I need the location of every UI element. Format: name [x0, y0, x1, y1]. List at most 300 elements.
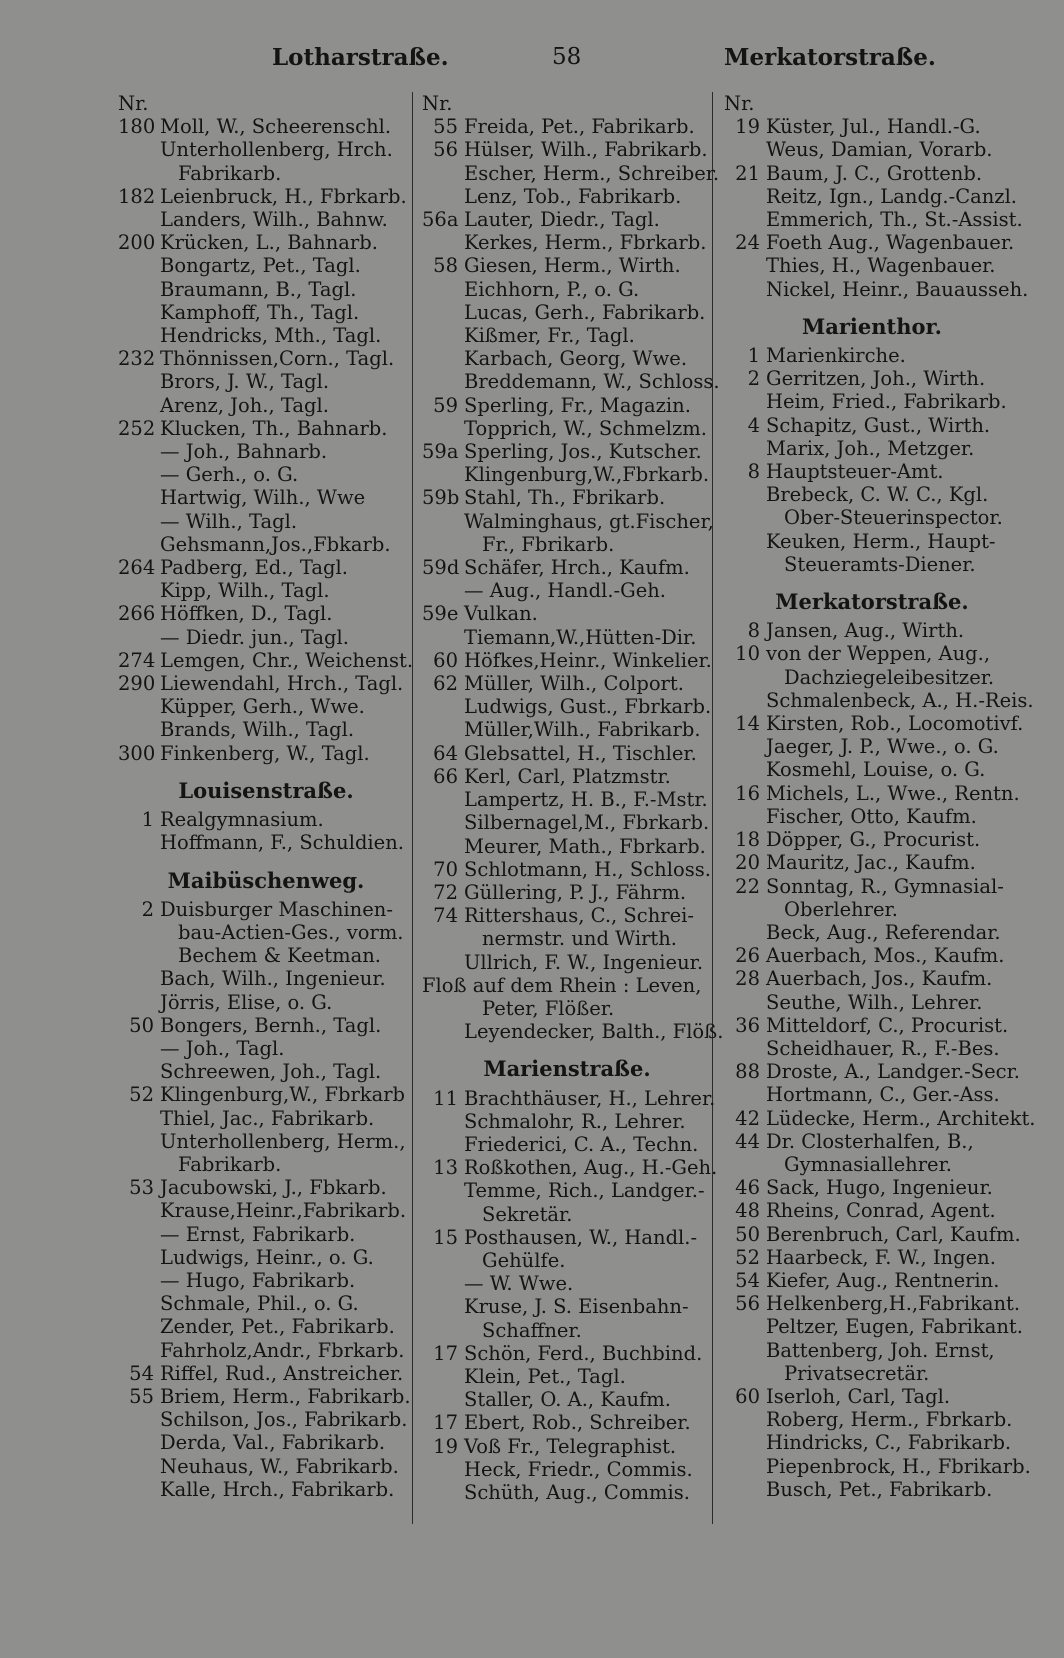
resident-entry: Kipp, Wilh., Tagl.	[160, 579, 330, 603]
house-number: 50	[735, 1222, 760, 1246]
directory-entry	[118, 695, 414, 718]
resident-entry: — Gerh., o. G.	[160, 463, 299, 487]
resident-entry: Thönnissen,Corn., Tagl.	[160, 347, 395, 371]
resident-entry: Helkenberg,H.,Fabrikant.	[766, 1292, 1021, 1316]
number-column-label: Nr.	[724, 92, 755, 115]
directory-entry	[422, 835, 712, 858]
resident-entry: Krause,Heinr.,Fabrikarb.	[160, 1199, 407, 1223]
house-number: 54	[735, 1268, 760, 1292]
house-number: 20	[735, 851, 760, 875]
resident-entry: Briem, Herm., Fabrikarb.	[160, 1384, 411, 1408]
directory-entry	[118, 278, 414, 301]
house-number: 1	[747, 344, 760, 368]
entry-continuation: bau-Actien-Ges., vorm.	[178, 920, 404, 944]
directory-entry	[724, 875, 1020, 898]
resident-entry: Gehsmann,Jos.,Fbkarb.	[160, 532, 391, 556]
resident-entry: Moll, W., Scheerenschl.	[160, 115, 392, 139]
resident-entry: Sperling, Jos., Kutscher.	[464, 440, 702, 464]
house-number: 182	[118, 184, 156, 208]
resident-entry: Tiemann,W.,Hütten-Dir.	[464, 625, 697, 649]
directory-entry	[118, 1083, 414, 1106]
directory-entry	[422, 579, 712, 602]
entry-continuation: Bechem & Keetman.	[178, 944, 381, 968]
directory-entry	[118, 1223, 414, 1246]
resident-entry: Mauritz, Jac., Kaufm.	[766, 851, 976, 875]
resident-entry: Schön, Ferd., Buchbind.	[464, 1341, 703, 1365]
resident-entry: Roßkothen, Aug., H.-Geh.	[464, 1156, 718, 1180]
street-heading: Maibüschenweg.	[167, 867, 365, 893]
resident-entry: Schilson, Jos., Fabrikarb.	[160, 1408, 408, 1432]
directory-entry	[118, 1339, 414, 1362]
directory-entry	[118, 347, 414, 370]
directory-entry	[118, 1246, 414, 1269]
house-number: 274	[118, 648, 156, 672]
directory-entry	[118, 831, 414, 854]
resident-entry: Marienkirche.	[766, 344, 906, 368]
house-number: 264	[118, 556, 156, 580]
resident-entry: Temme, Rich., Landger.-	[464, 1179, 705, 1203]
directory-entry	[422, 370, 720, 394]
directory-entry	[724, 1130, 1020, 1153]
directory-entry	[118, 1269, 414, 1292]
house-number: 19	[735, 115, 760, 139]
resident-entry: Rittershaus, C., Schrei-	[464, 904, 694, 928]
directory-entry	[724, 805, 1020, 828]
directory-entry	[422, 440, 712, 463]
directory-entry	[422, 672, 712, 695]
resident-entry: Friederici, C. A., Techn.	[464, 1132, 699, 1156]
resident-entry: Schmalohr, R., Lehrer.	[464, 1109, 686, 1133]
resident-entry: Foeth Aug., Wagenbauer.	[766, 231, 1015, 255]
directory-entry	[118, 486, 414, 509]
resident-entry: Lucas, Gerh., Fabrikarb.	[464, 300, 706, 324]
directory-entry	[422, 394, 712, 417]
house-number: 232	[118, 347, 156, 371]
column-divider	[712, 92, 713, 1524]
directory-entry	[422, 695, 712, 718]
directory-entry	[422, 788, 712, 811]
directory-entry	[118, 808, 414, 831]
resident-entry: Piepenbrock, H., Fbrikarb.	[766, 1454, 1031, 1478]
resident-entry: Kißmer, Fr., Tagl.	[464, 324, 635, 348]
house-number: 60	[735, 1384, 760, 1408]
resident-entry: Hoffmann, F., Schuldien.	[160, 831, 404, 855]
house-number: 10	[735, 642, 760, 666]
resident-entry: Kerkes, Herm., Fbrkarb.	[464, 231, 707, 255]
house-number: 46	[735, 1176, 760, 1200]
resident-entry: Hartwig, Wilh., Wwe	[160, 486, 366, 510]
resident-entry: Riffel, Rud., Anstreicher.	[160, 1361, 404, 1385]
resident-entry: Jansen, Aug., Wirth.	[766, 619, 965, 643]
directory-entry	[724, 1246, 1020, 1269]
entry-continuation: Privatsecretär.	[784, 1361, 930, 1385]
resident-entry: Dr. Closterhalfen, B.,	[766, 1129, 974, 1153]
directory-entry	[724, 414, 1020, 437]
house-number: 55	[433, 115, 458, 139]
resident-entry: Battenberg, Joh. Ernst,	[766, 1338, 995, 1362]
directory-entry	[724, 344, 1020, 367]
directory-entry	[422, 1411, 712, 1434]
directory-entry	[422, 1388, 712, 1411]
resident-entry: Brands, Wilh., Tagl.	[160, 718, 355, 742]
directory-entry	[118, 1037, 414, 1060]
directory-entry	[422, 1086, 716, 1110]
resident-entry: Walminghaus, gt.Fischer,	[464, 509, 714, 533]
directory-entry	[724, 1083, 1020, 1106]
resident-entry: Sperling, Fr., Magazin.	[464, 393, 691, 417]
house-number: 8	[747, 460, 760, 484]
directory-entry	[422, 208, 712, 231]
resident-entry: Meurer, Math., Fbrkarb.	[464, 834, 706, 858]
resident-entry: Brors, J. W., Tagl.	[160, 370, 330, 394]
resident-entry: Küster, Jul., Handl.-G.	[766, 115, 981, 139]
house-number: 4	[747, 413, 760, 437]
house-number: 59a	[422, 440, 459, 464]
resident-entry: Schlotmann, H., Schloss.	[464, 857, 711, 881]
directory-entry	[724, 483, 1020, 506]
resident-entry: Topprich, W., Schmelzm.	[464, 416, 707, 440]
directory-entry	[118, 1292, 414, 1315]
directory-entry	[118, 510, 414, 533]
house-number: 13	[433, 1156, 458, 1180]
directory-entry	[422, 858, 712, 881]
resident-entry: Kalle, Hrch., Fabrikarb.	[160, 1477, 395, 1501]
resident-entry: Ebert, Rob., Schreiber.	[464, 1411, 691, 1435]
house-number: 17	[433, 1341, 458, 1365]
house-number: 19	[433, 1434, 458, 1458]
house-number: 54	[129, 1361, 154, 1385]
resident-entry: Schmale, Phil., o. G.	[160, 1292, 359, 1316]
resident-entry: Kosmehl, Louise, o. G.	[766, 758, 986, 782]
resident-entry: Reitz, Ign., Landg.-Canzl.	[766, 184, 1018, 208]
resident-entry: Seuthe, Wilh., Lehrer.	[766, 990, 983, 1014]
resident-entry: Padberg, Ed., Tagl.	[160, 556, 348, 580]
house-number: 52	[735, 1245, 760, 1269]
resident-entry: Scheidhauer, R., F.-Bes.	[766, 1036, 1000, 1060]
directory-entry	[724, 1431, 1020, 1454]
resident-entry: Lampertz, H. B., F.-Mstr.	[464, 788, 708, 812]
directory-entry	[118, 579, 414, 602]
resident-entry: Heim, Fried., Fabrikarb.	[766, 390, 1007, 414]
directory-entry	[422, 324, 712, 347]
resident-entry: Busch, Pet., Fabrikarb.	[766, 1477, 993, 1501]
directory-entry	[422, 347, 712, 370]
resident-entry: Freida, Pet., Fabrikarb.	[464, 115, 695, 139]
house-number: 28	[735, 967, 760, 991]
resident-entry: Lenz, Tob., Fabrikarb.	[464, 184, 682, 208]
directory-entry	[422, 765, 712, 788]
directory-entry	[422, 1133, 712, 1156]
resident-entry: Stahl, Th., Fbrikarb.	[464, 486, 666, 510]
house-number: 200	[118, 231, 156, 255]
directory-entry	[724, 688, 1034, 712]
directory-entry	[422, 510, 712, 533]
entry-continuation: Dachziegeleibesitzer.	[784, 665, 995, 689]
resident-entry: Landers, Wilh., Bahnw.	[160, 208, 388, 232]
house-number: 11	[433, 1086, 458, 1110]
directory-entry	[422, 161, 720, 185]
directory-entry	[724, 185, 1020, 208]
directory-entry	[422, 1226, 712, 1249]
resident-entry: Iserloh, Carl, Tagl.	[766, 1384, 951, 1408]
house-number: 2	[747, 367, 760, 391]
resident-entry: Schmalenbeck, A., H.-Reis.	[766, 688, 1034, 712]
resident-entry: Silbernagel,M., Fbrkarb.	[464, 811, 710, 835]
street-heading: Marienthor.	[802, 313, 942, 339]
directory-entry	[724, 712, 1024, 736]
directory-entry	[724, 162, 1020, 185]
directory-entry	[724, 944, 1020, 967]
resident-entry: — Aug., Handl.-Geh.	[464, 579, 666, 603]
resident-entry: Baum, J. C., Grottenb.	[766, 161, 983, 185]
resident-entry: Haarbeck, F. W., Ingen.	[766, 1245, 996, 1269]
directory-entry	[422, 742, 712, 765]
directory-entry	[724, 390, 1020, 413]
entry-continuation: Gehülfe.	[482, 1248, 566, 1272]
house-number: 44	[735, 1129, 760, 1153]
directory-entry	[118, 208, 414, 231]
directory-entry	[118, 138, 414, 161]
directory-entry	[724, 619, 1020, 642]
directory-entry	[118, 115, 414, 138]
directory-entry	[724, 921, 1020, 944]
resident-entry: — Ernst, Fabrikarb.	[160, 1222, 356, 1246]
resident-entry: Realgymnasium.	[160, 808, 324, 832]
resident-entry: Staller, O. A., Kaufm.	[464, 1388, 671, 1412]
directory-entry	[118, 463, 414, 486]
directory-entry	[724, 437, 1020, 460]
resident-entry: Fischer, Otto, Kaufm.	[766, 804, 977, 828]
directory-entry	[422, 1020, 724, 1044]
directory-entry	[724, 1454, 1031, 1478]
house-number: 59b	[422, 486, 460, 510]
house-number: 53	[129, 1176, 154, 1200]
resident-entry: Leienbruck, H., Fbrkarb.	[160, 184, 407, 208]
resident-entry: Kruse, J. S. Eisenbahn-	[464, 1295, 689, 1319]
house-number: 52	[129, 1083, 154, 1107]
directory-entry	[422, 417, 712, 440]
resident-entry: Bongartz, Pet., Tagl.	[160, 254, 361, 278]
resident-entry: Glebsattel, H., Tischler.	[464, 741, 697, 765]
directory-entry	[724, 1478, 1020, 1501]
resident-entry: Kirsten, Rob., Locomotivf.	[766, 712, 1024, 736]
directory-entry	[422, 951, 712, 974]
house-number: 74	[433, 904, 458, 928]
directory-entry	[422, 1110, 712, 1133]
directory-entry	[422, 278, 712, 301]
resident-entry: Mitteldorf, C., Procurist.	[766, 1013, 1009, 1037]
column-2	[422, 92, 724, 1504]
directory-entry	[118, 649, 414, 672]
resident-entry: Peltzer, Eugen, Fabrikant.	[766, 1315, 1023, 1339]
resident-entry: Leyendecker, Balth., Flöß.	[464, 1020, 724, 1044]
directory-entry	[422, 1435, 712, 1458]
directory-entry	[118, 556, 414, 579]
directory-entry	[422, 231, 712, 254]
house-number: 1	[141, 808, 154, 832]
resident-entry: Bongers, Bernh., Tagl.	[160, 1013, 382, 1037]
directory-entry	[118, 231, 414, 254]
resident-entry: Müller, Wilh., Colport.	[464, 672, 684, 696]
resident-entry: Klingenburg,W.,Fbrkarb.	[464, 463, 710, 487]
house-number: 62	[433, 672, 458, 696]
house-number: 56	[735, 1292, 760, 1316]
resident-entry: Finkenberg, W., Tagl.	[160, 741, 370, 765]
house-number: 70	[433, 857, 458, 881]
house-number: 22	[735, 874, 760, 898]
entry-continuation: Ober-Steuerinspector.	[784, 506, 1003, 530]
entry-continuation: Gymnasiallehrer.	[784, 1152, 952, 1176]
resident-entry: Güllering, P. J., Fährm.	[464, 880, 687, 904]
directory-entry	[118, 1060, 414, 1083]
directory-entry	[422, 1295, 712, 1318]
directory-entry	[118, 417, 414, 440]
house-number: 56	[433, 138, 458, 162]
directory-entry	[724, 1315, 1023, 1339]
resident-entry: Heck, Friedr., Commis.	[464, 1457, 693, 1481]
directory-entry	[724, 1106, 1036, 1130]
resident-entry: Kerl, Carl, Platzmstr.	[464, 764, 671, 788]
resident-entry: Eichhorn, P., o. G.	[464, 277, 640, 301]
directory-entry	[422, 811, 712, 834]
resident-entry: Escher, Herm., Schreiber.	[464, 161, 720, 185]
resident-entry: Giesen, Herm., Wirth.	[464, 254, 681, 278]
directory-entry	[724, 530, 1020, 553]
street-heading: Louisenstraße.	[178, 777, 354, 803]
directory-entry	[422, 1458, 712, 1481]
resident-entry: Hortmann, C., Ger.-Ass.	[766, 1083, 1000, 1107]
directory-entry	[422, 486, 712, 509]
directory-entry	[118, 672, 414, 695]
resident-entry: Duisburger Maschinen-	[160, 897, 393, 921]
house-number: 21	[735, 161, 760, 185]
resident-entry: Emmerich, Th., St.-Assist.	[766, 208, 1023, 232]
resident-entry: — Joh., Tagl.	[160, 1036, 285, 1060]
entry-continuation: Fr., Fbrikarb.	[482, 532, 615, 556]
resident-entry: Döpper, G., Procurist.	[766, 828, 981, 852]
resident-entry: Kiefer, Aug., Rentnerin.	[766, 1268, 1000, 1292]
house-number: 59e	[422, 602, 459, 626]
resident-entry: — Joh., Bahnarb.	[160, 440, 328, 464]
directory-entry	[118, 742, 414, 765]
resident-entry: — Hugo, Fabrikarb.	[160, 1268, 356, 1292]
resident-entry: Voß Fr., Telegraphist.	[464, 1434, 677, 1458]
directory-entry	[724, 1223, 1020, 1246]
resident-entry: Berenbruch, Carl, Kaufm.	[766, 1222, 1021, 1246]
resident-entry: Ullrich, F. W., Ingenieur.	[464, 950, 704, 974]
resident-entry: Nickel, Heinr., Bauausseh.	[766, 277, 1029, 301]
street-heading: Merkatorstraße.	[775, 589, 969, 615]
resident-entry: Braumann, B., Tagl.	[160, 277, 357, 301]
house-number: 64	[433, 741, 458, 765]
house-number: 15	[433, 1225, 458, 1249]
column-3	[724, 92, 1036, 1501]
house-number: 48	[735, 1199, 760, 1223]
directory-entry	[118, 1130, 414, 1153]
directory-entry	[118, 1385, 414, 1408]
directory-entry	[422, 718, 712, 741]
house-number: 56a	[422, 208, 459, 232]
resident-entry: Sack, Hugo, Ingenieur.	[766, 1176, 993, 1200]
resident-entry: Krücken, L., Bahnarb.	[160, 231, 378, 255]
directory-entry	[724, 782, 1020, 805]
house-number: 55	[129, 1384, 154, 1408]
house-number: 24	[735, 231, 760, 255]
house-number: 72	[433, 880, 458, 904]
directory-entry	[422, 115, 712, 138]
page-number: 58	[552, 44, 582, 70]
directory-entry	[422, 602, 712, 625]
directory-entry	[724, 967, 1020, 990]
directory-entry	[118, 1362, 414, 1385]
directory-entry	[118, 1176, 414, 1199]
directory-entry: Floß auf dem Rhein : Leven,	[422, 973, 702, 997]
entry-continuation: Oberlehrer.	[784, 897, 898, 921]
directory-entry	[118, 1455, 414, 1478]
resident-entry: Schäfer, Hrch., Kaufm.	[464, 556, 690, 580]
directory-entry	[422, 1179, 712, 1202]
directory-entry	[724, 642, 1020, 665]
directory-entry	[422, 1156, 718, 1180]
house-number: 50	[129, 1013, 154, 1037]
resident-entry: Weus, Damian, Vorarb.	[766, 138, 993, 162]
resident-entry: Bach, Wilh., Ingenieur.	[160, 967, 386, 991]
resident-entry: Höfkes,Heinr., Winkelier.	[464, 648, 712, 672]
directory-entry	[422, 556, 712, 579]
directory-entry	[422, 626, 712, 649]
resident-entry: Lüdecke, Herm., Architekt.	[766, 1106, 1036, 1130]
directory-entry	[422, 1342, 712, 1365]
resident-entry: Droste, A., Landger.-Secr.	[766, 1060, 1020, 1084]
directory-entry	[724, 735, 1020, 758]
house-number: 14	[735, 712, 760, 736]
directory-entry	[724, 991, 1020, 1014]
house-number: 252	[118, 416, 156, 440]
directory-entry	[118, 533, 414, 556]
directory-entry	[422, 463, 712, 486]
house-number: 26	[735, 944, 760, 968]
resident-entry: Kamphoff, Th., Tagl.	[160, 300, 360, 324]
resident-entry: Thiel, Jac., Fabrikarb.	[160, 1106, 375, 1130]
directory-entry	[724, 115, 1020, 138]
directory-entry	[422, 1272, 712, 1295]
directory-entry	[724, 828, 1020, 851]
resident-entry: Auerbach, Mos., Kaufm.	[766, 944, 1005, 968]
resident-entry: Schapitz, Gust., Wirth.	[766, 413, 991, 437]
directory-entry	[118, 1408, 414, 1431]
directory-entry	[724, 1408, 1020, 1431]
house-number: 66	[433, 764, 458, 788]
directory-entry	[422, 138, 712, 161]
resident-entry: Zender, Pet., Fabrikarb.	[160, 1315, 395, 1339]
directory-entry	[422, 881, 712, 904]
directory-entry	[118, 1431, 414, 1454]
resident-entry: Schreewen, Joh., Tagl.	[160, 1060, 382, 1084]
resident-entry: Michels, L., Wwe., Rentn.	[766, 781, 1020, 805]
resident-entry: Unterhollenberg, Herm.,	[160, 1129, 406, 1153]
number-column-label: Nr.	[118, 92, 149, 115]
number-column-label: Nr.	[422, 92, 453, 115]
directory-entry	[118, 185, 414, 208]
house-number: 17	[433, 1411, 458, 1435]
directory-entry	[724, 1385, 1020, 1408]
house-number: 88	[735, 1060, 760, 1084]
house-number: 8	[747, 619, 760, 643]
directory-entry	[422, 301, 712, 324]
resident-entry: Rheins, Conrad, Agent.	[766, 1199, 996, 1223]
resident-entry: Müller,Wilh., Fabrikarb.	[464, 718, 701, 742]
resident-entry: Sonntag, R., Gymnasial-	[766, 874, 1004, 898]
